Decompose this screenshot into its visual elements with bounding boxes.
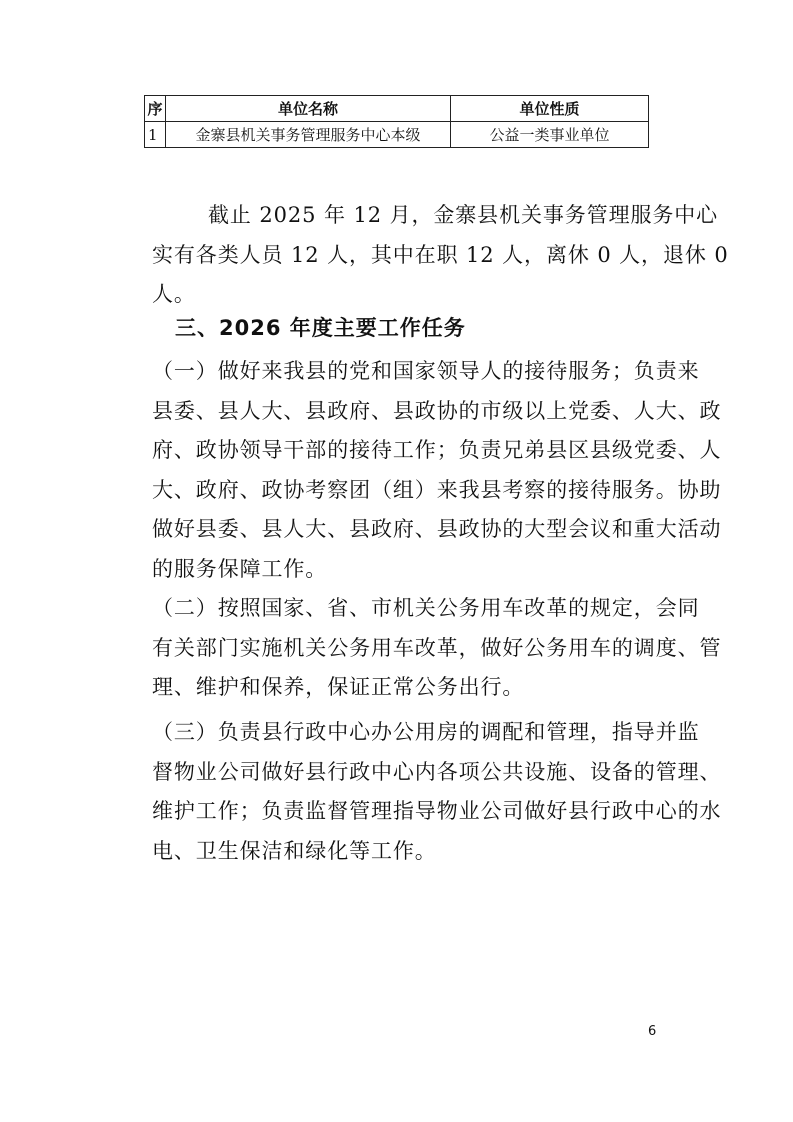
section-heading: 三、2026 年度主要工作任务 [175, 316, 466, 340]
paragraph-line: 做好县委、县人大、县政府、县政协的大型会议和重大活动 [152, 517, 722, 541]
paragraph-line: （二）按照国家、省、市机关公务用车改革的规定，会同 [152, 596, 700, 620]
staff-paragraph [152, 196, 729, 315]
paragraph-line: 的服务保障工作。 [152, 556, 328, 581]
paragraph-line: （一）做好来我县的党和国家领导人的接待服务；负责来 [152, 359, 700, 383]
table-cell-no: 1 [145, 122, 166, 148]
paragraph-line: （三）负责县行政中心办公用房的调配和管理，指导并监 [152, 720, 700, 744]
paragraph-line: 有关部门实施机关公务用车改革，做好公务用车的调度、管 [152, 635, 722, 660]
table-row [145, 122, 649, 148]
paragraph-line: 县委、县人大、县政府、县政协的市级以上党委、人大、政 [152, 398, 722, 423]
paragraph-line: 人。 [152, 282, 196, 306]
page-number: 6 [648, 1024, 657, 1039]
table-cell-unit-name: 金寨县机关事务管理服务中心本级 [166, 122, 451, 148]
task-paragraph-1 [152, 352, 722, 589]
paragraph-line: 维护工作；负责监督管理指导物业公司做好县行政中心的水 [152, 799, 722, 823]
table-header-unit-type: 单位性质 [451, 96, 649, 122]
paragraph-line: 府、政协领导干部的接待工作；负责兄弟县区县级党委、人 [152, 438, 722, 462]
table-header-unit-name: 单位名称 [166, 96, 451, 122]
paragraph-line: 督物业公司做好县行政中心内各项公共设施、设备的管理、 [152, 759, 722, 784]
paragraph-line: 电、卫生保洁和绿化等工作。 [152, 838, 437, 863]
table-header-no: 序 [145, 96, 166, 122]
paragraph-line: 理、维护和保养，保证正常公务出行。 [152, 675, 525, 699]
table-cell-unit-type: 公益一类事业单位 [451, 122, 649, 148]
table-header-row [145, 96, 649, 122]
paragraph-line: 实有各类人员 12 人，其中在职 12 人，离休 0 人，退休 0 [152, 242, 729, 267]
task-paragraph-3 [152, 713, 722, 871]
paragraph-line: 大、政府、政协考察团（组）来我县考察的接待服务。协助 [152, 477, 722, 502]
paragraph-line: 截止 2025 年 12 月，金寨县机关事务管理服务中心 [208, 203, 719, 227]
unit-table [144, 95, 649, 148]
task-paragraph-2 [152, 589, 722, 708]
